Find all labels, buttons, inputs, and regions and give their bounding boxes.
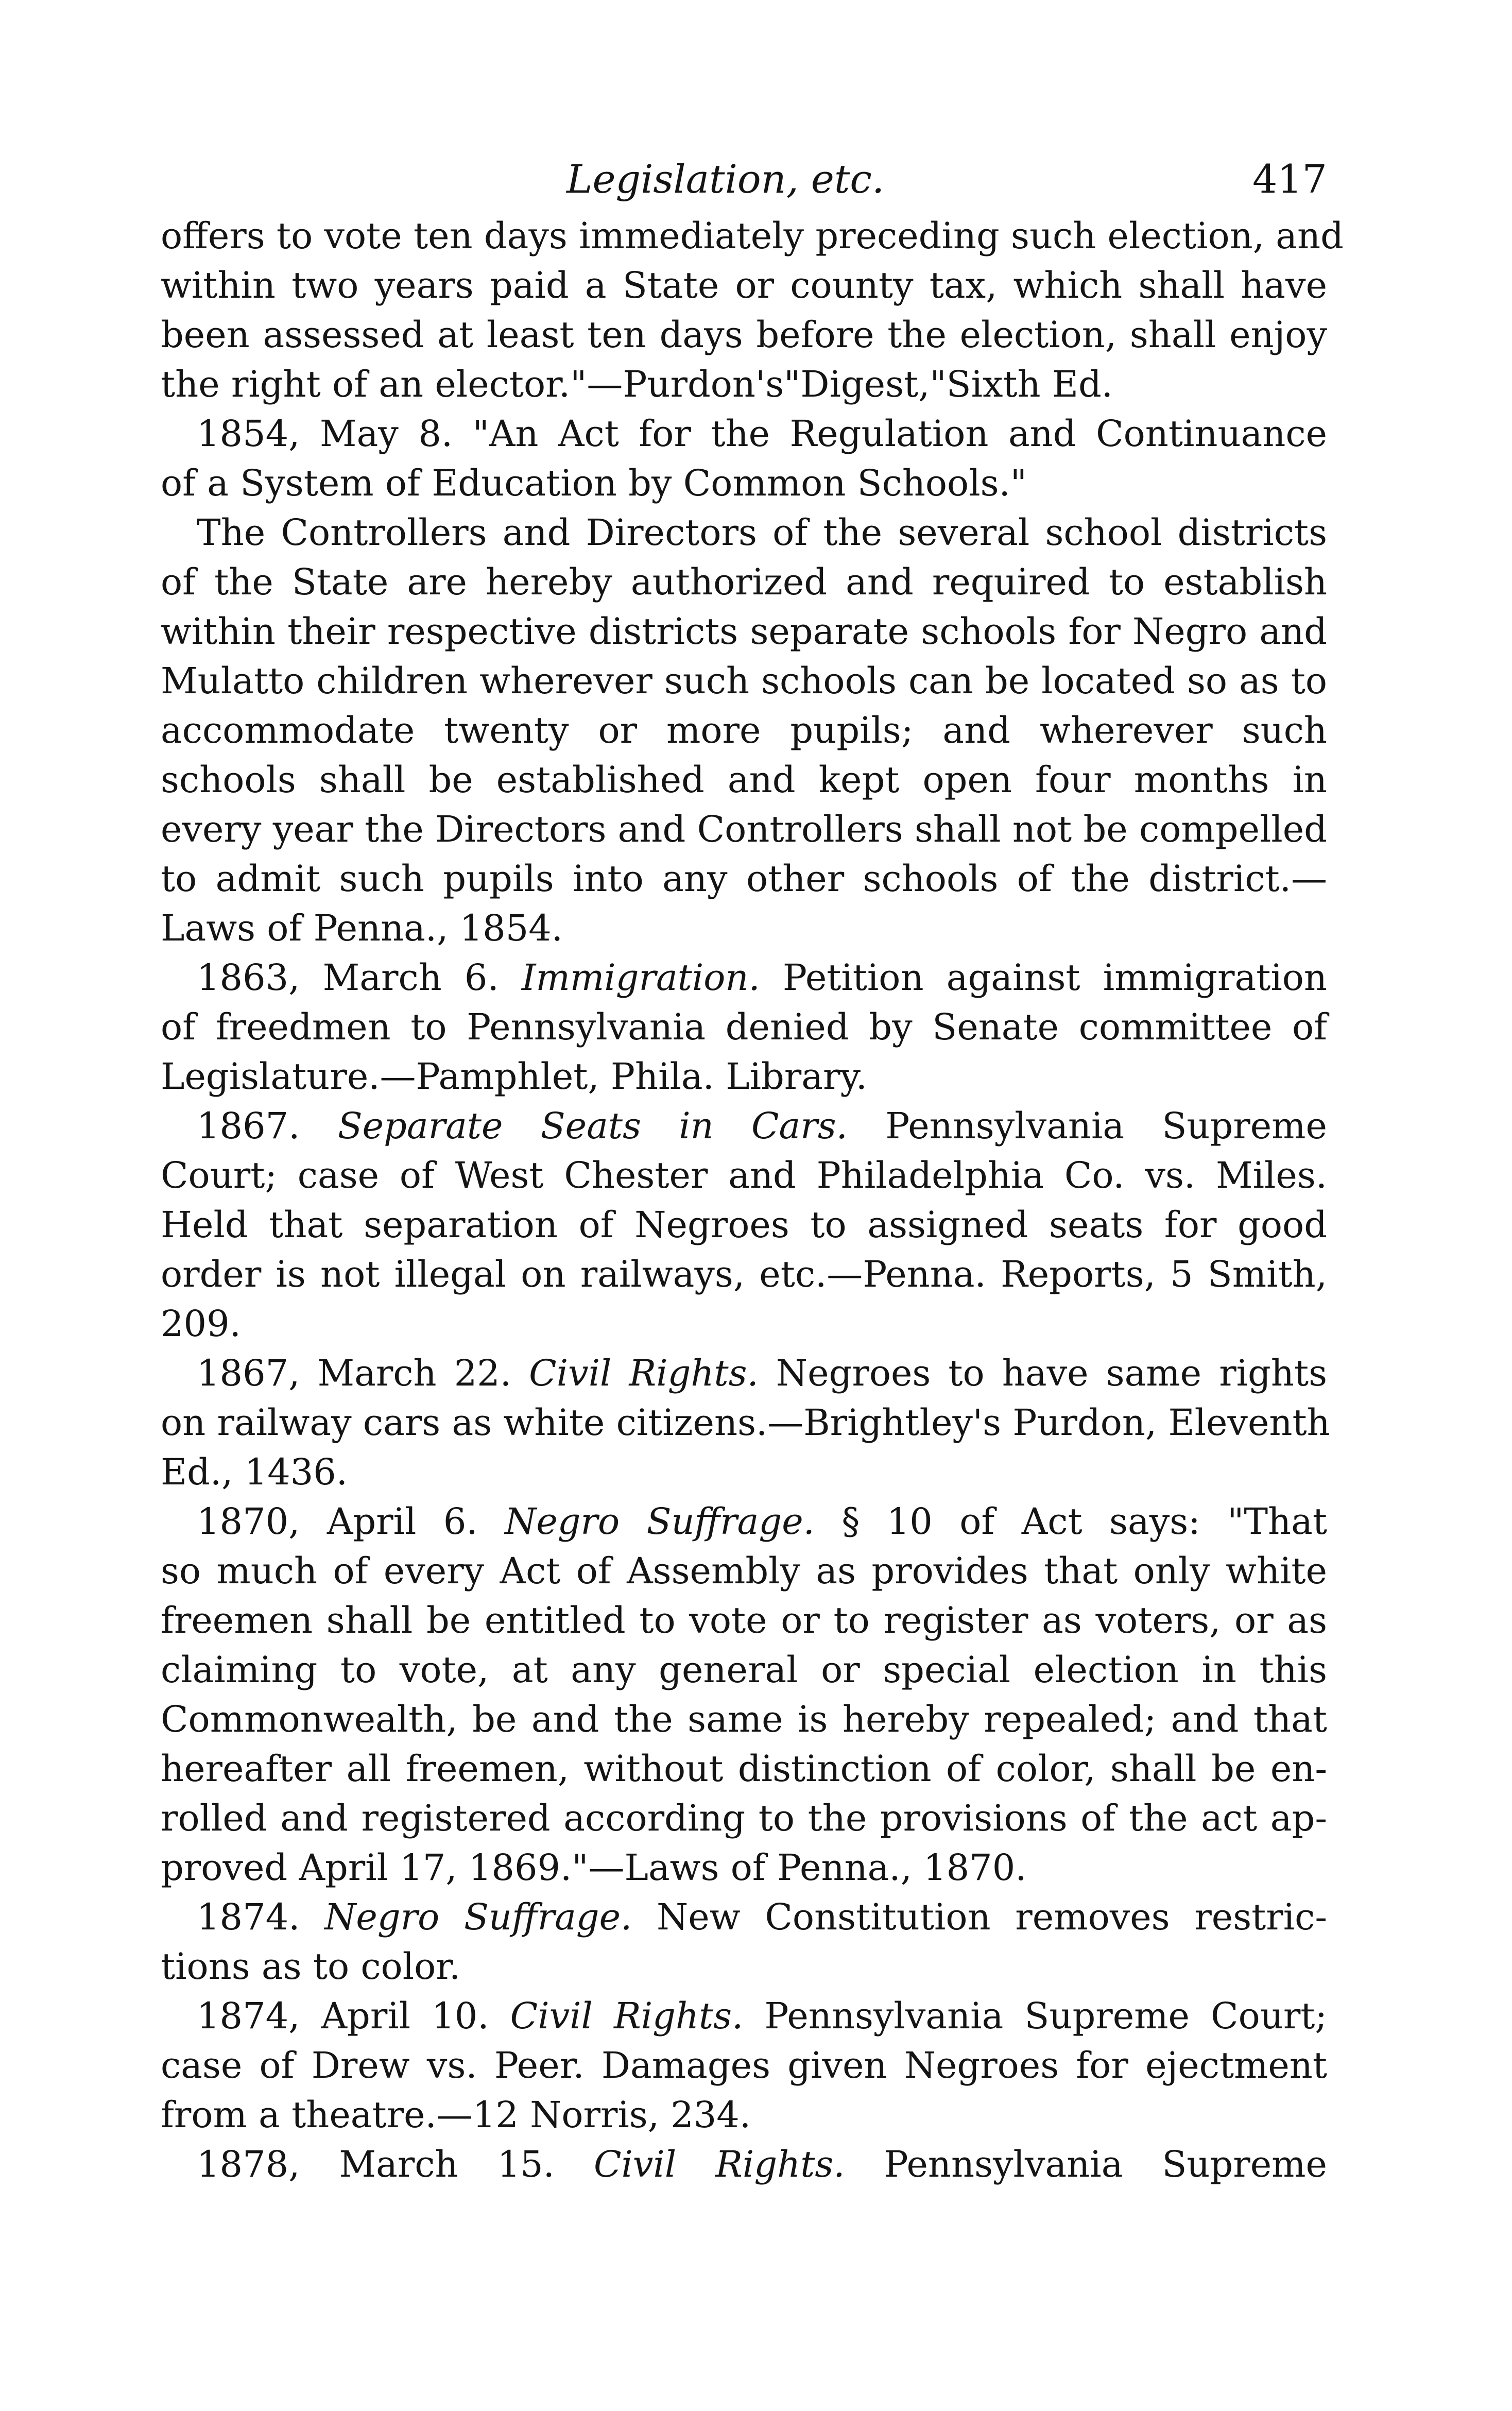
line-text: rolled and registered according to the provisions of the act ap- [161, 1797, 1327, 1839]
line-text: Commonwealth, be and the same is hereby repealed; and that [161, 1698, 1327, 1740]
text-line [161, 1695, 1327, 1744]
text-line [161, 1151, 1327, 1200]
running-header [161, 155, 1327, 211]
line-text: hereafter all freemen, without distinction of color, shall be en- [161, 1748, 1327, 1790]
text-line [161, 1596, 1327, 1645]
text-line [161, 755, 1327, 805]
page-number: 417 [1252, 156, 1327, 202]
line-text: Laws of Penna., 1854. [161, 907, 563, 949]
line-text: Pennsylvania Supreme [845, 2143, 1327, 2185]
text-line [161, 508, 1327, 557]
text-line [161, 211, 1344, 261]
text-line [161, 1546, 1327, 1596]
text-line [161, 607, 1327, 656]
line-text: within two years paid a State or county tax, which shall have [161, 264, 1327, 306]
text-line [161, 903, 1327, 953]
text-line [161, 1299, 1327, 1348]
entry-title: Immigration. [521, 956, 760, 999]
line-text: claiming to vote, at any general or special election in this [161, 1649, 1327, 1691]
line-text: of a System of Education by Common Schools." [161, 462, 1027, 504]
line-text: to admit such pupils into any other schools of the district.— [161, 858, 1327, 900]
entry-date: 1874, April 10. [197, 1995, 510, 2037]
text-line [161, 557, 1327, 607]
line-text: 209. [161, 1303, 241, 1345]
line-text: the right of an elector."—Purdon's"Digest,"Sixth Ed. [161, 363, 1113, 405]
text-line [161, 1645, 1327, 1695]
line-text: order is not illegal on railways, etc.—Penna. Reports, 5 Smith, [161, 1253, 1327, 1295]
line-text: of freedmen to Pennsylvania denied by Senate committee of [161, 1006, 1327, 1048]
line-text: of the State are hereby authorized and required to establish [161, 561, 1327, 603]
text-line [161, 1250, 1327, 1299]
line-text: § 10 of Act says: "That [814, 1500, 1328, 1543]
text-line [161, 310, 1327, 360]
line-text: case of Drew vs. Peer. Damages given Negroes for ejectment [161, 2044, 1327, 2087]
text-line [161, 2090, 1327, 2140]
text-line [161, 1793, 1327, 1843]
line-text: tions as to color. [161, 1945, 461, 1988]
line-text: Court; case of West Chester and Philadelphia Co. vs. Miles. [161, 1154, 1327, 1196]
line-text: Legislature.—Pamphlet, Phila. Library. [161, 1055, 867, 1098]
text-line [161, 2041, 1327, 2090]
entry-date: 1867. [197, 1105, 338, 1147]
line-text: 1854, May 8. "An Act for the Regulation and Continuance [197, 413, 1327, 455]
text-line [161, 953, 1327, 1002]
text-line [161, 458, 1327, 508]
line-text: Ed., 1436. [161, 1451, 348, 1493]
body-text [161, 211, 1344, 2189]
line-text: on railway cars as white citizens.—Brightley's Purdon, Eleventh [161, 1401, 1330, 1444]
entry-date: 1867, March 22. [197, 1352, 529, 1394]
text-line [161, 1892, 1327, 1942]
text-line [161, 854, 1327, 903]
running-title: Legislation, etc. [566, 156, 885, 202]
text-line [161, 409, 1327, 458]
text-line [161, 706, 1327, 755]
entry-title: Negro Suffrage. [324, 1896, 632, 1938]
line-text: every year the Directors and Controllers shall not be compelled [161, 808, 1327, 850]
entry-title: Separate Seats in Cars. [337, 1105, 848, 1147]
entry-title: Negro Suffrage. [505, 1500, 815, 1543]
entry-date: 1878, March 15. [197, 2143, 594, 2185]
line-text: accommodate twenty or more pupils; and wherever such [161, 709, 1327, 751]
line-text: Held that separation of Negroes to assigned seats for good [161, 1204, 1327, 1246]
entry-date: 1870, April 6. [197, 1500, 505, 1543]
text-line [161, 1744, 1327, 1793]
line-text: Pennsylvania Supreme [847, 1105, 1327, 1147]
entry-date: 1863, March 6. [197, 956, 522, 999]
text-line [161, 2140, 1327, 2189]
text-line [161, 1200, 1327, 1250]
text-line [161, 656, 1327, 706]
text-line [161, 261, 1327, 310]
text-line [161, 805, 1327, 854]
text-line [161, 1398, 1330, 1447]
line-text: New Constitution removes restric- [632, 1896, 1327, 1938]
text-line [161, 360, 1327, 409]
text-line [161, 1991, 1327, 2041]
line-text: schools shall be established and kept open four months in [161, 759, 1327, 801]
text-line [161, 1447, 1327, 1497]
text-line [161, 1348, 1327, 1398]
line-text: from a theatre.—12 Norris, 234. [161, 2094, 751, 2136]
entry-title: Civil Rights. [529, 1352, 759, 1394]
text-line [161, 1101, 1327, 1151]
entry-title: Civil Rights. [510, 1995, 744, 2037]
entry-date: 1874. [197, 1896, 325, 1938]
line-text: within their respective districts separate schools for Negro and [161, 610, 1327, 653]
text-line [161, 1843, 1327, 1892]
entry-title: Civil Rights. [593, 2143, 845, 2185]
line-text: The Controllers and Directors of the several school districts [197, 511, 1327, 554]
line-text: proved April 17, 1869."—Laws of Penna., 1870. [161, 1846, 1027, 1889]
line-text: Mulatto children wherever such schools can be located so as to [161, 660, 1327, 702]
line-text: been assessed at least ten days before the election, shall enjoy [161, 314, 1327, 356]
line-text: Petition against immigration [760, 956, 1327, 999]
text-line [161, 1002, 1327, 1052]
text-line [161, 1942, 1327, 1991]
line-text: Pennsylvania Supreme Court; [743, 1995, 1328, 2037]
line-text: so much of every Act of Assembly as provides that only white [161, 1550, 1327, 1592]
text-line [161, 1052, 1327, 1101]
book-page [161, 155, 1344, 2189]
line-text: Negroes to have same rights [758, 1352, 1327, 1394]
line-text: offers to vote ten days immediately preceding such election, and [161, 215, 1344, 257]
line-text: freemen shall be entitled to vote or to register as voters, or as [161, 1599, 1327, 1641]
text-line [161, 1497, 1327, 1546]
